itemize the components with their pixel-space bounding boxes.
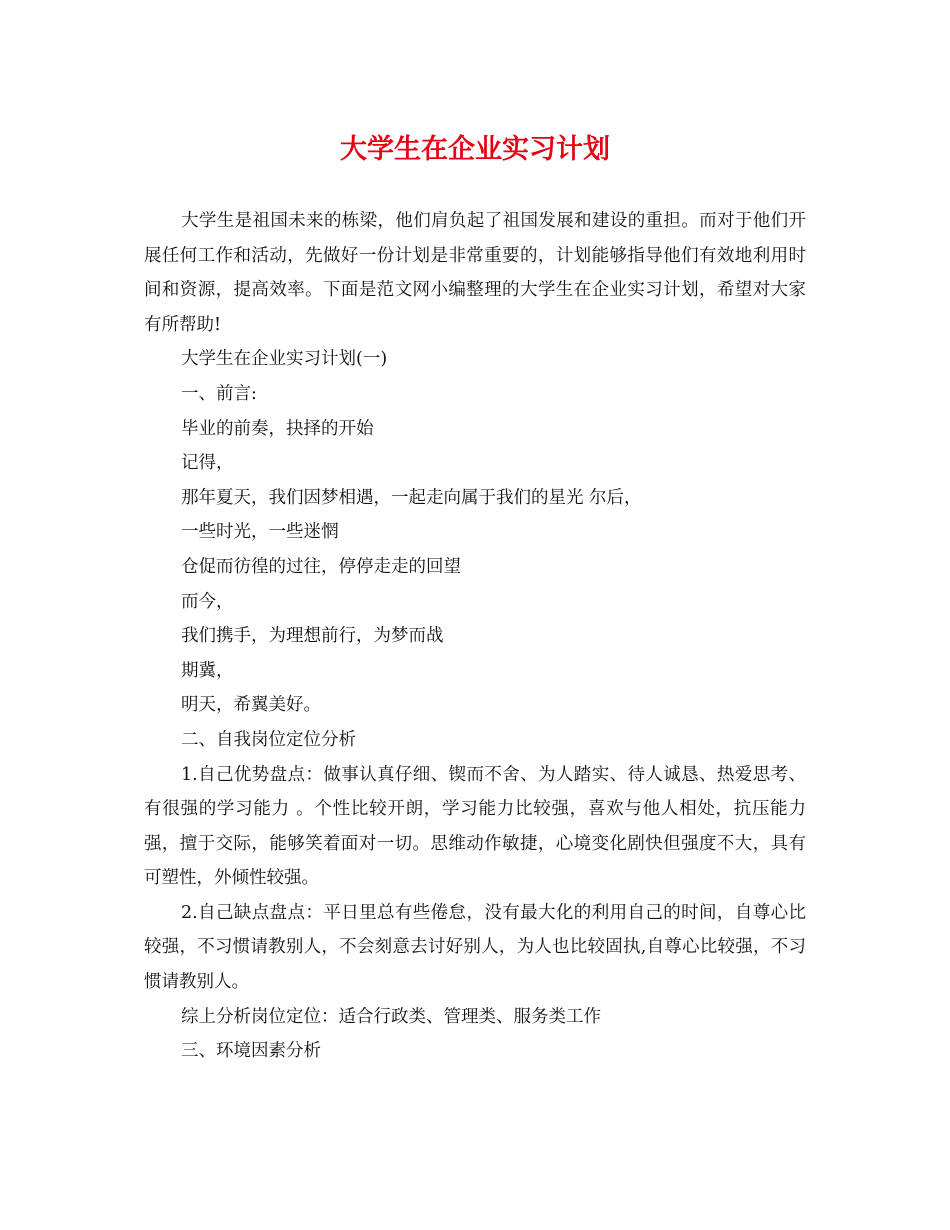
paragraph-line: 一些时光，一些迷惘: [181, 522, 339, 543]
paragraph-line: 期冀，: [181, 660, 234, 681]
document-body: [144, 204, 806, 1069]
paragraph-conclusion: 综上分析岗位定位：适合行政类、管理类、服务类工作: [181, 1006, 601, 1027]
paragraph-line: 而今，: [181, 591, 234, 612]
paragraph-line: 记得，: [181, 453, 234, 474]
paragraph-line: 我们携手，为理想前行，为梦而战: [181, 626, 444, 647]
paragraph-environment-heading: 三、环境因素分析: [181, 1041, 321, 1062]
paragraph-line: 仓促而彷徨的过往，停停走走的回望: [181, 556, 461, 577]
paragraph-line: 毕业的前奏，抉择的开始: [181, 418, 374, 439]
paragraph-line: 明天，希翼美好。: [181, 695, 321, 716]
paragraph-intro: 大学生是祖国未来的栋梁，他们肩负起了祖国发展和建设的重担。而对于他们开展任何工作和活动，先做好一份计划是非常重要的，计划能够指导他们有效地利用时间和资源，提高效率。下面是范文网小编整理的大学生在企业实习计划，希望对大家有所帮助!: [144, 211, 806, 335]
document-title: 大学生在企业实习计划: [340, 134, 610, 165]
paragraph-section-heading: 大学生在企业实习计划(一): [181, 349, 388, 370]
paragraph-weaknesses: 2.自己缺点盘点：平日里总有些倦怠，没有最大化的利用自己的时间，自尊心比较强，不习惯请教别人，不会刻意去讨好别人，为人也比较固执,自尊心比较强，不习惯请教别人。: [144, 902, 806, 993]
paragraph-self-analysis-heading: 二、自我岗位定位分析: [181, 729, 356, 750]
paragraph-line: 那年夏天，我们因梦相遇，一起走向属于我们的星光 尔后，: [181, 487, 642, 508]
paragraph-strengths: 1.自己优势盘点：做事认真仔细、锲而不舍、为人踏实、待人诚恳、热爱思考、有很强的学习能力 。个性比较开朗，学习能力比较强，喜欢与他人相处，抗压能力强，擅于交际，能够笑着面对一切。思维动作敏捷，心境变化剧快但强度不大，具有可塑性，外倾性较强。: [144, 764, 806, 889]
paragraph-preface-heading: 一、前言:: [181, 383, 257, 404]
